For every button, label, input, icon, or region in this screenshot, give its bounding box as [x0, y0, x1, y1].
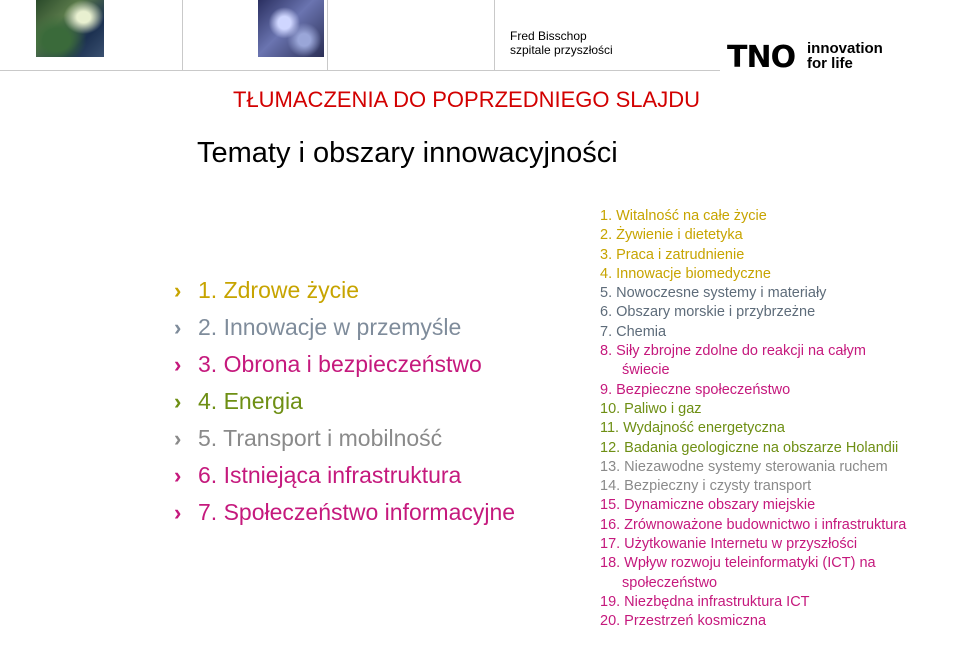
- area-item: [600, 439, 906, 458]
- theme-item: [172, 383, 515, 420]
- header-divider: [327, 0, 328, 70]
- theme-item: [172, 457, 515, 494]
- technology-image: [258, 0, 324, 57]
- area-item-label: 5. Nowoczesne systemy i materiały: [600, 285, 827, 302]
- theme-item: [172, 346, 515, 383]
- chevron-right-icon: ›: [174, 500, 182, 525]
- header-divider: [494, 0, 495, 70]
- theme-item: [172, 272, 515, 309]
- slide-title: Tematy i obszary innowacyjności: [197, 137, 618, 169]
- theme-item-label: 4. Energia: [198, 388, 303, 414]
- logo-mark: TNO: [727, 40, 796, 75]
- area-item-label: 3. Praca i zatrudnienie: [600, 246, 745, 263]
- theme-item-label: 7. Społeczeństwo informacyjne: [198, 499, 516, 525]
- slide-heading: TŁUMACZENIA DO POPRZEDNIEGO SLAJDU: [233, 87, 700, 112]
- area-item: [600, 342, 906, 381]
- author-name: Fred Bisschop: [510, 29, 587, 43]
- theme-item-label: 5. Transport i mobilność: [198, 425, 443, 451]
- area-item-label: 11. Wydajność energetyczna: [600, 420, 785, 437]
- area-item: [600, 516, 906, 535]
- area-item: [600, 496, 906, 515]
- area-item-label: 2. Żywienie i dietetyka: [600, 227, 743, 244]
- area-item-label: 6. Obszary morskie i przybrzeżne: [600, 304, 816, 321]
- area-item: [600, 284, 906, 303]
- area-item-label: 17. Użytkowanie Internetu w przyszłości: [600, 536, 858, 553]
- area-item: [600, 246, 906, 265]
- area-item-label: 14. Bezpieczny i czysty transport: [600, 478, 812, 495]
- theme-item-label: 1. Zdrowe życie: [198, 277, 360, 303]
- area-item: [600, 419, 906, 438]
- area-item: [600, 593, 906, 612]
- area-item-continuation: świecie: [622, 362, 670, 379]
- theme-item-label: 6. Istniejąca infrastruktura: [198, 462, 462, 488]
- chevron-right-icon: ›: [174, 278, 182, 303]
- area-item-label: 19. Niezbędna infrastruktura ICT: [600, 593, 810, 610]
- theme-list: [172, 272, 515, 531]
- area-item-label: 10. Paliwo i gaz: [600, 400, 702, 417]
- area-item: [600, 400, 906, 419]
- header-divider: [182, 0, 183, 70]
- area-item-label: 8. Siły zbrojne zdolne do reakcji na całym: [600, 343, 866, 360]
- area-item-label: 1. Witalność na całe życie: [600, 208, 767, 224]
- area-item-label: 20. Przestrzeń kosmiczna: [600, 613, 767, 630]
- area-item-label: 18. Wpływ rozwoju teleinformatyki (ICT) na: [600, 555, 876, 572]
- area-item-label: 9. Bezpieczne społeczeństwo: [600, 381, 791, 398]
- area-item-label: 13. Niezawodne systemy sterowania ruchem: [600, 458, 888, 475]
- area-item: [600, 554, 906, 593]
- theme-item-label: 2. Innowacje w przemyśle: [198, 314, 462, 340]
- area-item-label: 15. Dynamiczne obszary miejskie: [600, 497, 816, 514]
- header-rule: [0, 70, 720, 71]
- chevron-right-icon: ›: [174, 352, 182, 377]
- area-item-continuation: społeczeństwo: [622, 574, 718, 591]
- satellite-map-image: [36, 0, 104, 57]
- chevron-right-icon: ›: [174, 315, 182, 340]
- chevron-right-icon: ›: [174, 426, 182, 451]
- area-item: [600, 458, 906, 477]
- logo-tagline-line1: innovation: [807, 40, 883, 57]
- innovation-area-list: [600, 207, 906, 632]
- area-item: [600, 612, 906, 631]
- area-item-label: 12. Badania geologiczne na obszarze Holandii: [600, 439, 899, 456]
- area-item: [600, 303, 906, 322]
- area-item-label: 16. Zrównoważone budownictwo i infrastruktura: [600, 516, 907, 533]
- theme-item: [172, 309, 515, 346]
- chevron-right-icon: ›: [174, 463, 182, 488]
- organization-name: szpitale przyszłości: [510, 43, 613, 57]
- theme-item-label: 3. Obrona i bezpieczeństwo: [198, 351, 482, 377]
- area-item: [600, 381, 906, 400]
- area-item: [600, 535, 906, 554]
- tno-logo: [727, 41, 892, 73]
- theme-item: [172, 494, 515, 531]
- area-item-label: 4. Innowacje biomedyczne: [600, 265, 771, 282]
- logo-tagline-line2: for life: [807, 55, 853, 72]
- chevron-right-icon: ›: [174, 389, 182, 414]
- area-item: [600, 265, 906, 284]
- area-item: [600, 226, 906, 245]
- area-item-label: 7. Chemia: [600, 323, 667, 340]
- logo-tagline: [807, 41, 883, 71]
- area-item: [600, 477, 906, 496]
- area-item: [600, 323, 906, 342]
- area-item: [600, 207, 906, 226]
- theme-item: [172, 420, 515, 457]
